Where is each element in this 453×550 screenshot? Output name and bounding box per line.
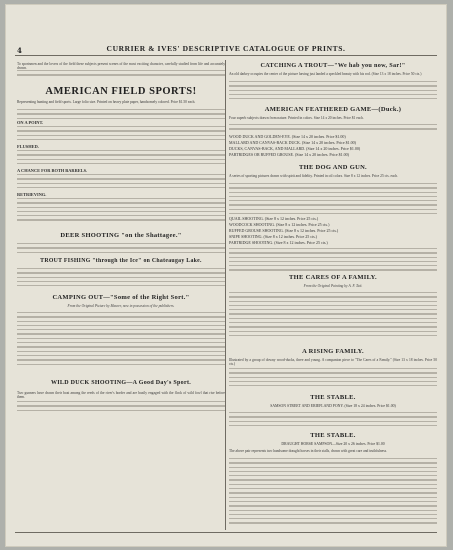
cares-of-family-title: THE CARES OF A FAMILY.	[289, 274, 377, 281]
text-lines-4	[17, 174, 225, 191]
text-lines-15	[229, 368, 437, 389]
wild-duck-title: WILD DUCK SHOOTING—A Good Day's Sport.	[50, 380, 192, 386]
flushed-heading: FLUSHED.	[17, 144, 39, 149]
dog-line-3: RUFFED GROUSE SHOOTING. (Size 8 x 12 inches. Price 25 cts.)	[229, 228, 339, 233]
intro-text-lines	[17, 70, 225, 79]
rising-family-text: Illustrated by a group of downy wood-ducks, three and young. A companion piece to "The Cares of a Family." (Size 13 x 18 inches. Price 50 cts.)	[229, 358, 437, 367]
text-lines-2	[17, 126, 225, 143]
column-divider	[225, 60, 226, 530]
retrieving-heading: RETRIEVING.	[17, 192, 47, 197]
wild-duck-text: Two gunners have drawn their boat among the reeds of the river's border and are busily engaged with the flock of wild fowl that rise before them.	[17, 391, 225, 400]
dog-line-1: QUAIL SHOOTING. (Size 8 x 12 inches. Price 25 cts.)	[229, 216, 319, 221]
text-lines-17	[229, 458, 437, 527]
text-lines-16	[229, 412, 437, 429]
deer-shooting-title: DEER SHOOTING "on the Shattagee."	[60, 232, 182, 239]
game-line-1: WOOD DUCK AND GOLDEN-EYE. (Size 14 x 20 inches. Price $1.00)	[229, 134, 346, 139]
header-rule	[15, 55, 437, 56]
dog-line-4: SNIPE SHOOTING. (Size 8 x 12 inches. Price 25 cts.)	[229, 234, 317, 239]
intro-text: To sportsmen and the lovers of the field these subjects present scenes of the most exciting character, carefully studied from life and accurately drawn.	[17, 62, 225, 71]
feathered-game-text: Four superb subjects drawn from nature. Printed in colors. Size 14 x 20 inches. Price $1 each.	[229, 116, 364, 120]
catalogue-page	[5, 4, 447, 547]
chance-both-heading: A CHANCE FOR BOTH BARRELS.	[17, 168, 88, 173]
feathered-game-title: AMERICAN FEATHERED GAME—(Duck.)	[264, 106, 402, 113]
page-header: CURRIER & IVES' DESCRIPTIVE CATALOGUE OF PRINTS.	[106, 44, 346, 53]
on-a-point-heading: ON A POINT.	[17, 120, 44, 125]
text-lines-6	[17, 243, 225, 256]
text-lines-12	[229, 183, 437, 217]
text-lines-10	[229, 81, 437, 102]
dog-line-5: PARTRIDGE SHOOTING. (Size 8 x 12 inches. Price 25 cts.)	[229, 240, 328, 245]
game-line-4: PARTRIDGES OR RUFFED GROUSE. (Size 14 x 20 inches. Price $1.00)	[229, 152, 349, 157]
text-lines-5	[17, 198, 225, 224]
dog-line-2: WOODCOCK SHOOTING. (Size 8 x 12 inches. Price 25 cts.)	[229, 222, 330, 227]
cares-of-family-subtitle: From the Original Painting by A. F. Tait.	[303, 284, 363, 288]
dog-and-gun-title: THE DOG AND GUN.	[298, 164, 367, 171]
page-number: 4	[17, 46, 22, 55]
text-lines-11	[229, 124, 437, 133]
american-field-sports-title: AMERICAN FIELD SPORTS!	[45, 86, 197, 97]
game-line-2: MALLARD AND CANVAS-BACK DUCK. (Size 14 x 20 inches. Price $1.00)	[229, 140, 356, 145]
dog-and-gun-text: A series of sporting pictures drawn with spirit and fidelity. Printed in oil colors. Size 8 x 12 inches. Price 25 cts. each.	[229, 174, 398, 178]
stable-subtitle: SAMSON STREET AND ERIEFLAND PONY. (Size 18 x 24 inches. Price $1.00)	[270, 404, 396, 408]
stable-title: THE STABLE.	[310, 394, 356, 401]
footer-rule	[15, 532, 437, 533]
text-lines-9	[17, 401, 225, 414]
camping-out-title: CAMPING OUT—"Some of the Right Sort."	[52, 294, 190, 301]
catching-trout-text: An old darkey occupies the center of the picture having just landed a speckled beauty with his rod. (Size 13 x 18 inches. Price 50 cts.)	[229, 72, 422, 76]
stable-2-text: The above pair represents two handsome draught horses in their stalls, drawn with great care and truthfulness.	[229, 449, 388, 453]
text-lines-3	[17, 150, 225, 167]
catching-trout-title: CATCHING A TROUT—"We hab you now, Sar!"	[260, 62, 406, 69]
stable-2-title: THE STABLE.	[310, 432, 356, 439]
stable-2-subtitle: DRAUGHT HORSE SAMPSON—Size 20 x 26 inches. Price $1.00	[281, 442, 385, 446]
text-lines-13	[229, 248, 437, 274]
field-sports-intro: Representing hunting and field sports. Large folio size. Printed on heavy plate paper, handsomely colored. Price $1.50 each.	[17, 100, 196, 104]
game-line-3: DUCKS, CANVAS-BACK, AND MALLARD. (Size 14 x 20 inches. Price $1.00)	[229, 146, 361, 151]
text-lines-8	[17, 312, 225, 368]
camping-out-subtitle: From the Original Picture by Maurer, now in possession of the publishers.	[67, 304, 175, 308]
rising-family-title: A RISING FAMILY.	[302, 348, 364, 355]
text-lines-14	[229, 292, 437, 339]
text-lines-7	[17, 268, 225, 289]
trout-fishing-title: TROUT FISHING "through the Ice" on Chateaugay Lake.	[40, 258, 202, 264]
